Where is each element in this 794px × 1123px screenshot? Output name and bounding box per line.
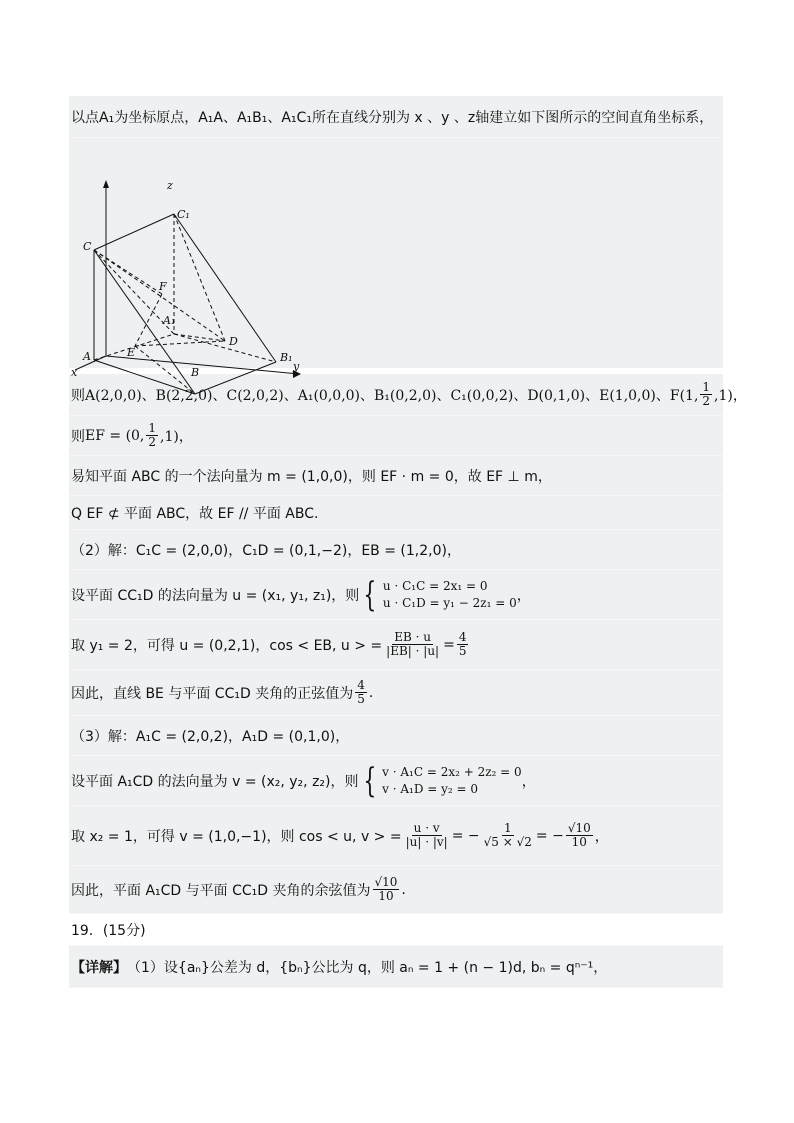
four-fifths-num-2: 4 xyxy=(357,678,365,693)
four-fifths-den: 5 xyxy=(458,644,467,658)
ef-prefix: 则 xyxy=(71,428,85,445)
label-a: A xyxy=(83,350,91,363)
cos-uv-den: |u| · |v| xyxy=(405,835,448,849)
label-f: F xyxy=(159,280,167,293)
z-axis-arrow xyxy=(103,180,109,188)
detail-line xyxy=(69,946,723,988)
plane-a1cd-prefix: 设平面 A₁CD 的法向量为 v = (x₂, y₂, z₂)，则 xyxy=(71,773,359,790)
label-y: y xyxy=(293,360,300,373)
cos-uv-tail: ， xyxy=(594,828,609,845)
cos-uv-den-3: 10 xyxy=(571,835,587,849)
setup-text: 以点A₁为坐标原点，A₁A、A₁B₁、A₁C₁所在直线分别为 x 、y 、z轴建立如下图所示的空间直角坐标系， xyxy=(71,109,714,126)
brace-icon-2: { xyxy=(362,760,376,801)
cos-uv-prefix: 取 x₂ = 1，可得 v = (1,0,−1)，则 cos < u, v > = xyxy=(71,828,402,845)
label-c: C xyxy=(83,240,92,253)
text-line-plane-a1cd xyxy=(69,756,723,806)
sine-prefix: 因此，直线 BE 与平面 CC₁D 夹角的正弦值为 xyxy=(71,685,354,702)
coords-list: A(2,0,0)、B(2,2,0)、C(2,0,2)、A₁(0,0,0)、B₁(0,2,0)、C₁(0,0,2)、D(0,1,0)、E(1,0,0)、F(1, xyxy=(85,387,699,404)
detail-tag: 【详解】 xyxy=(71,959,127,976)
plane-ccd-tail: ， xyxy=(516,587,531,604)
ef-tail: ,1)， xyxy=(160,428,193,445)
half-den: 2 xyxy=(702,394,711,408)
text-line-cos-uv xyxy=(69,806,723,866)
question-19-label: 19．(15分) xyxy=(71,922,146,939)
text-line-parallel xyxy=(69,496,723,530)
label-b: B xyxy=(191,366,200,379)
fraction-sqrt10 xyxy=(373,876,400,902)
part2-vectors: （2）解：C₁C = (2,0,0)，C₁D = (0,1,−2)，EB = (1,2,0)， xyxy=(71,542,461,559)
ef-vector: EF = (0, xyxy=(85,427,145,444)
parallel-text: Q EF ⊄ 平面 ABC，故 EF // 平面 ABC. xyxy=(71,505,319,522)
cos-uv-den-2: √5 × √2 xyxy=(483,835,532,849)
equation-system-v xyxy=(359,760,522,801)
system-u-eq2: u · C₁D = y₁ − 2z₁ = 0 xyxy=(382,595,517,610)
sine-tail: . xyxy=(368,684,374,701)
label-z: z xyxy=(167,179,173,192)
cos-eb-fraction xyxy=(384,631,441,657)
fraction-four-fifths-2 xyxy=(355,679,367,705)
cos-uv-mid-2: = − xyxy=(535,827,564,844)
text-line-ef xyxy=(69,416,723,456)
label-d: D xyxy=(229,335,238,348)
normal-vector-text: 易知平面 ABC 的一个法向量为 m = (1,0,0)，则 EF · m = 0，故 EF ⊥ m， xyxy=(71,468,552,485)
cos-eb-eq: = xyxy=(443,636,455,653)
cosine-tail: . xyxy=(401,881,406,898)
cos-eb-den: |EB| · |u| xyxy=(386,644,440,658)
sqrt10-den: 10 xyxy=(378,889,394,903)
text-line-plane-ccd xyxy=(69,570,723,620)
text-line-part2 xyxy=(69,530,723,570)
plane-ccd-prefix: 设平面 CC₁D 的法向量为 u = (x₁, y₁, z₁)，则 xyxy=(71,587,360,604)
cos-uv-fraction xyxy=(404,822,450,848)
plane-a1cd-tail: ， xyxy=(521,773,536,790)
text-line-setup xyxy=(69,96,723,138)
cos-uv-num-2: 1 xyxy=(503,821,512,836)
geometry-figure xyxy=(69,138,723,379)
half-den-2: 2 xyxy=(148,435,157,449)
four-fifths-den-2: 5 xyxy=(357,692,365,706)
fraction-four-fifths xyxy=(457,631,469,657)
cos-uv-num: u · v xyxy=(413,821,440,836)
figure-bottom xyxy=(69,364,723,394)
cos-eb-prefix: 取 y₁ = 2，可得 u = (0,2,1)，cos < EB, u > = xyxy=(71,637,383,654)
half-num: 1 xyxy=(702,380,711,395)
equation-system-u xyxy=(359,574,517,615)
coords-prefix: 则 xyxy=(71,387,85,404)
text-line-normal xyxy=(69,456,723,496)
sqrt10-num: √10 xyxy=(374,875,398,890)
half-num-2: 1 xyxy=(148,421,157,436)
fraction-half-2 xyxy=(146,422,158,448)
system-v-eq2: v · A₁D = y₂ = 0 xyxy=(382,781,479,796)
text-line-cosine xyxy=(69,866,723,914)
brace-icon: { xyxy=(363,574,377,615)
text-line-cos-eb xyxy=(69,620,723,670)
label-c1: C₁ xyxy=(177,208,190,221)
system-v-eq1: v · A₁C = 2x₂ + 2z₂ = 0 xyxy=(382,765,522,780)
question-19-heading xyxy=(69,914,723,946)
label-b1: B₁ xyxy=(280,351,293,364)
part3-vectors: （3）解：A₁C = (2,0,2)，A₁D = (0,1,0)， xyxy=(71,728,350,745)
cos-uv-fraction-3 xyxy=(566,822,593,848)
label-x: x xyxy=(71,366,78,379)
cos-eb-num: EB · u xyxy=(394,630,431,645)
label-a1: A₁ xyxy=(163,314,176,327)
four-fifths-num: 4 xyxy=(458,630,467,645)
solution-content xyxy=(69,96,747,988)
cos-uv-mid: = − xyxy=(451,827,480,844)
coords-tail: ,1)， xyxy=(714,387,747,404)
detail-text: （1）设{aₙ}公差为 d，{bₙ}公比为 q，则 aₙ = 1 + (n − 1)d, bₙ = qⁿ⁻¹， xyxy=(127,959,608,976)
cos-uv-fraction-2 xyxy=(482,822,534,848)
cos-uv-num-3: √10 xyxy=(567,821,591,836)
prism-diagram xyxy=(69,138,723,379)
label-e: E xyxy=(127,346,136,359)
cosine-prefix: 因此，平面 A₁CD 与平面 CC₁D 夹角的余弦值为 xyxy=(71,882,371,899)
text-line-part3 xyxy=(69,716,723,756)
text-line-sine xyxy=(69,670,723,716)
system-u-eq1: u · C₁C = 2x₁ = 0 xyxy=(382,579,488,594)
